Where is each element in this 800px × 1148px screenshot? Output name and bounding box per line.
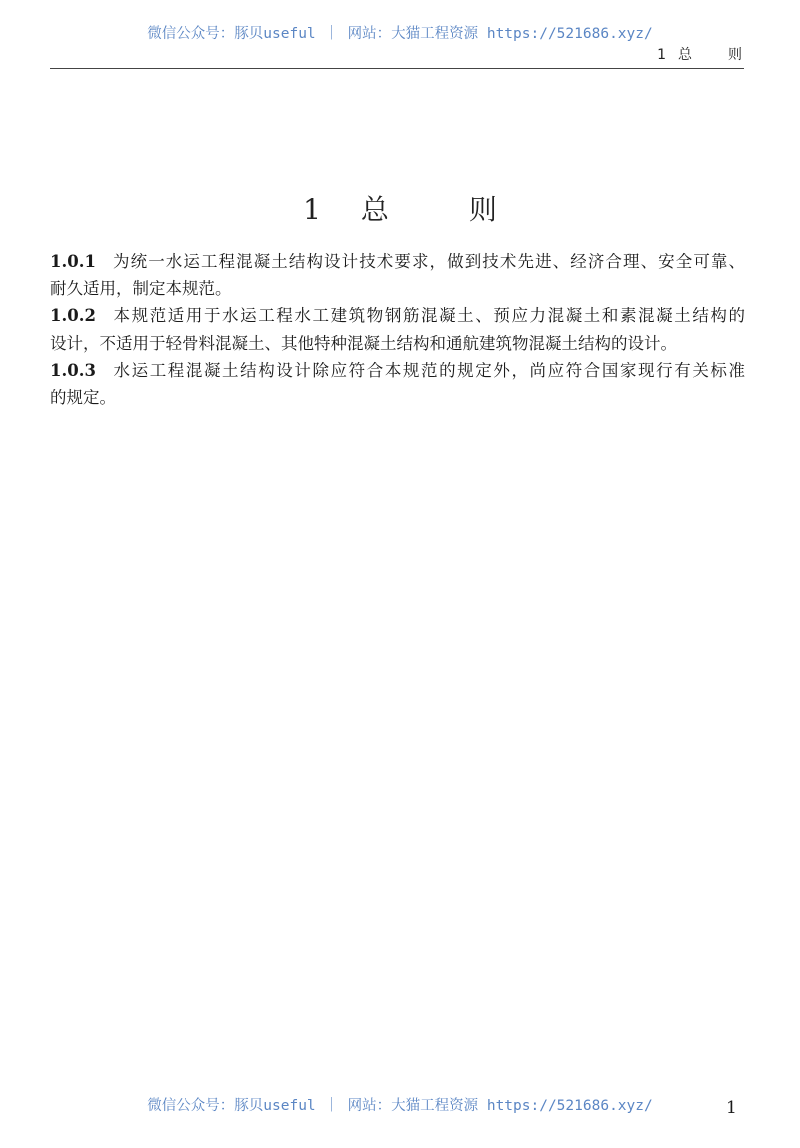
clause-number: 1.0.2 xyxy=(50,306,96,326)
chapter-word1: 总 xyxy=(360,193,389,226)
running-header xyxy=(657,44,742,64)
clause-text-cont: 耐久适用，制定本规范。 xyxy=(50,279,232,299)
running-header-word2: 则 xyxy=(728,47,742,63)
chapter-title xyxy=(0,188,800,228)
clause-text: 为统一水运工程混凝土结构设计技术要求，做到技术先进、经济合理、安全可靠、 xyxy=(111,252,745,271)
clause-text-cont: 设计，不适用于轻骨料混凝土、其他特种混凝土结构和通航建筑物混凝土结构的设计。 xyxy=(50,333,677,353)
clause-number: 1.0.3 xyxy=(50,360,96,380)
running-header-word1: 总 xyxy=(678,47,692,63)
header-rule xyxy=(50,68,744,69)
clause xyxy=(50,248,745,302)
clause-text: 本规范适用于水运工程水工建筑物钢筋混凝土、预应力混凝土和素混凝土结构的 xyxy=(111,306,745,326)
watermark-bottom: 微信公众号：豚贝useful ｜ 网站：大猫工程资源 https://521686.xyz/ xyxy=(147,1098,653,1114)
clause xyxy=(50,357,745,411)
page-number: 1 xyxy=(726,1098,737,1118)
running-header-number: 1 xyxy=(657,47,666,63)
clauses xyxy=(50,248,745,411)
clause xyxy=(50,302,745,356)
watermark-top: 微信公众号：豚贝useful ｜ 网站：大猫工程资源 https://521686.xyz/ xyxy=(147,26,653,42)
clause-text-cont: 的规定。 xyxy=(50,387,116,407)
clause-text: 水运工程混凝土结构设计除应符合本规范的规定外，尚应符合国家现行有关标准 xyxy=(111,360,745,380)
chapter-word2: 则 xyxy=(468,193,497,226)
clause-number: 1.0.1 xyxy=(50,252,96,271)
chapter-number: 1 xyxy=(303,193,321,226)
